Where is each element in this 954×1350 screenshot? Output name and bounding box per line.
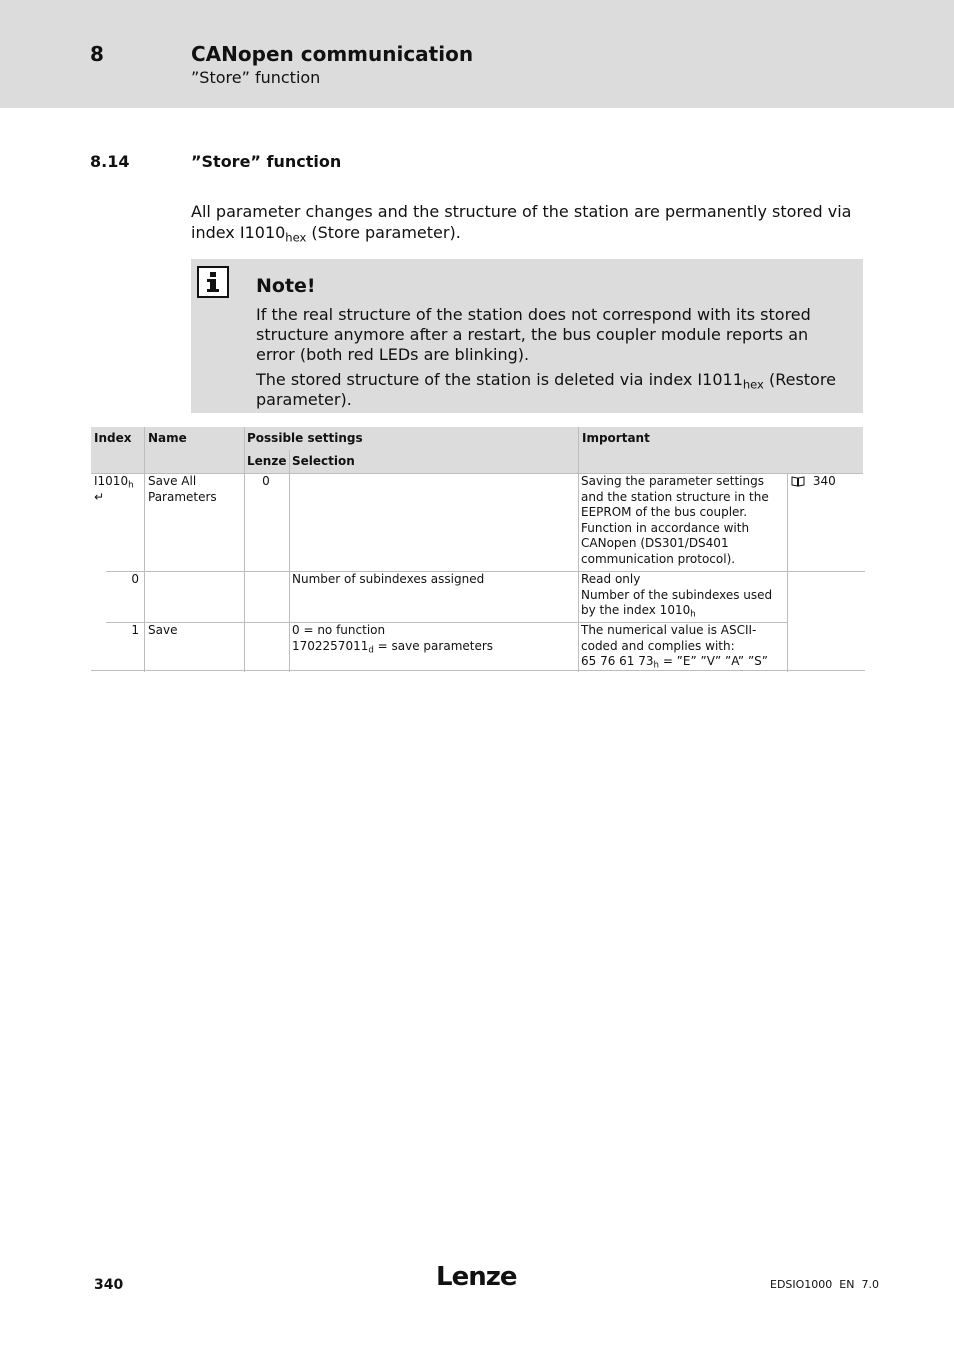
intro-paragraph: All parameter changes and the structure of the station are permanently stored via index $I1010_{hex}$ (Store parameter).	[191, 202, 852, 245]
header-selection: Selection	[292, 454, 355, 468]
info-icon	[197, 266, 229, 298]
row-sub0-important: Read only Number of the subindexes used by the index $1010_h$	[581, 572, 773, 620]
chapter-number: 8	[90, 42, 104, 66]
chapter-header-band	[0, 0, 954, 108]
row-sub1-selection: 0 = no function $1702257011_d$ = save parameters	[292, 623, 494, 656]
row-main-important: Saving the parameter settings and the station structure in the EEPROM of the bus coupler. Function in accordance with CANopen (DS301/DS401 communication protocol).	[581, 474, 769, 566]
book-icon	[791, 476, 805, 492]
section-title: ”Store” function	[191, 152, 342, 171]
table-header-bg	[91, 427, 863, 473]
row-main-index: $I1010_h$ ↵	[94, 474, 134, 504]
parameter-table	[91, 427, 865, 672]
note-title: Note!	[256, 275, 316, 297]
return-arrow-icon: ↵	[94, 489, 105, 504]
note-paragraph-1: If the real structure of the station does not correspond with its stored structure anymore after a restart, the bus coupler module reports an error (both red LEDs are blinking).	[256, 305, 811, 364]
row-sub1-name: Save	[148, 623, 178, 637]
header-lenze: Lenze	[247, 454, 287, 468]
chapter-subtitle: ”Store” function	[191, 68, 321, 87]
row-sub0-subindex: 0	[131, 572, 139, 586]
chapter-title: CANopen communication	[191, 42, 474, 66]
row-main-lenze: 0	[262, 474, 270, 488]
header-index: Index	[94, 431, 132, 445]
header-important: Important	[582, 431, 650, 445]
document-id: EDSIO1000 EN 7.0	[770, 1278, 879, 1291]
row-sub1-important: The numerical value is ASCII-coded and complies with: 65 76 61 $73_h$ = ”E” ”V” ”A” ”S”	[581, 623, 768, 671]
header-name: Name	[148, 431, 187, 445]
lenze-logo: Lenze	[436, 1262, 517, 1292]
note-paragraph-2: The stored structure of the station is deleted via index $I1011_{hex}$ (Restore parameter).	[256, 370, 836, 409]
note-box	[191, 259, 863, 413]
page-number: 340	[94, 1277, 124, 1293]
header-possible-settings: Possible settings	[247, 431, 363, 445]
section-number: 8.14	[90, 152, 130, 171]
row-sub0-selection: Number of subindexes assigned	[292, 572, 485, 586]
row-sub1-subindex: 1	[131, 623, 139, 637]
row-main-reference: 340	[791, 474, 836, 492]
row-main-name: Save All Parameters	[148, 474, 217, 504]
